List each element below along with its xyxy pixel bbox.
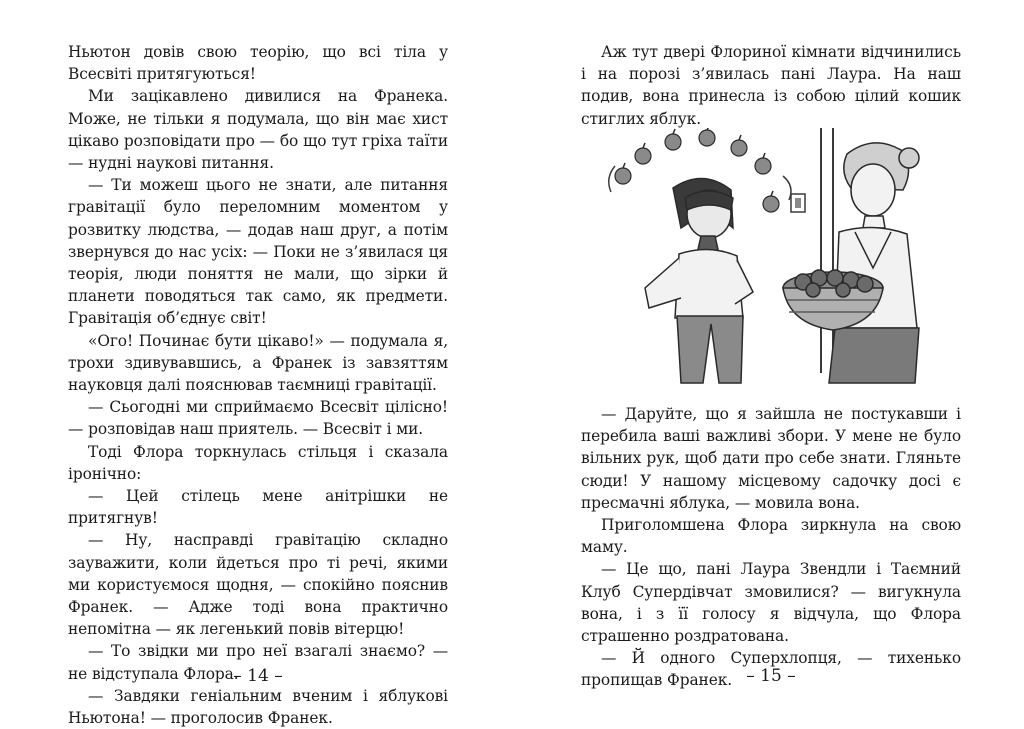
door-frame: [821, 128, 833, 373]
girl-figure: [645, 178, 753, 383]
paragraph: Ми зацікавлено дивилися на Франека. Може, не тільки я подумала, що він має хист цікаво розповідати про — бо що тут гріха таїти — нудні наукові питання.: [68, 87, 448, 173]
paragraph: Тоді Флора торкнулась стільця і сказала іронічно:: [68, 442, 448, 483]
woman-figure: [829, 143, 919, 383]
paragraph: — Ти можеш цього не знати, але питання гравітації було переломним моментом у розвитку людства, — додав наш друг, а потім звернувся до нас усіх: — Поки не з’явилася ця теорія, люди поняття не мали, що зірки й планети поводяться так само, як предмети. Гравітація об’єднує світ!: [68, 176, 448, 328]
paragraph: Аж тут двері Флориної кімнати відчинились і на порозі з’явилась пані Лаура. На наш подив, вона принесла із собою цілий кошик стиглих яблук.: [581, 43, 961, 128]
paragraph: — Це що, пані Лаура Звендли і Таємний Клуб Супердівчат змовилися? — вигукнула вона, і з її голосу я відчула, що Флора страшенно роздратована.: [581, 560, 961, 646]
paragraph: — Завдяки геніальним вченим і яблукові Ньютона! — проголосив Франек.: [68, 686, 448, 728]
paragraph: Приголомшена Флора зиркнула на свою маму.: [581, 516, 961, 557]
paragraph: — Ну, насправді гравітацію складно зауважити, коли йдеться про ті речі, якими ми користуємося щодня, — спокійно пояснив Франек. — Адже тоді вона практично непомітна — як легенький повів вітерцю!: [68, 531, 448, 639]
page-number: – 14 –: [233, 666, 283, 686]
right-page: [581, 0, 961, 728]
paragraph: — Цей стілець мене анітрішки не притягнув!: [68, 487, 448, 528]
right-page-bottom-text: [581, 403, 961, 692]
left-page: [68, 0, 448, 728]
page-number: – 15 –: [746, 666, 796, 686]
paragraph: — То звідки ми про неї взагалі знаємо? — не відступала Флора.: [68, 642, 448, 683]
paragraph: Ньютон довів свою теорію, що всі тіла у Всесвіті притягуються!: [68, 43, 448, 84]
paragraph: «Ого! Починає бути цікаво!» — подумала я, трохи здивувавшись, а Франек із завзяттям науковця далі пояснював таємниці гравітації.: [68, 331, 448, 395]
left-page-text: [68, 41, 448, 729]
right-page-top-text: [581, 41, 961, 130]
paragraph: — Даруйте, що я зайшла не постукавши і перебила ваші важливі збори. У мене не було вільних рук, щоб дати про себе знати. Гляньте сюди! У нашому місцевому садочку досі є пресмачні яблука, — мовила вона.: [581, 405, 961, 512]
paragraph: — Й одного Суперхлопця, — тихенько пропищав Франек.: [581, 649, 961, 690]
paragraph: — Сьогодні ми сприймаємо Всесвіт цілісно! — розповідав наш приятель. — Всесвіт і ми.: [68, 398, 448, 439]
illustration-girl-and-woman-with-apples: [603, 128, 943, 388]
light-switch: [791, 194, 805, 212]
